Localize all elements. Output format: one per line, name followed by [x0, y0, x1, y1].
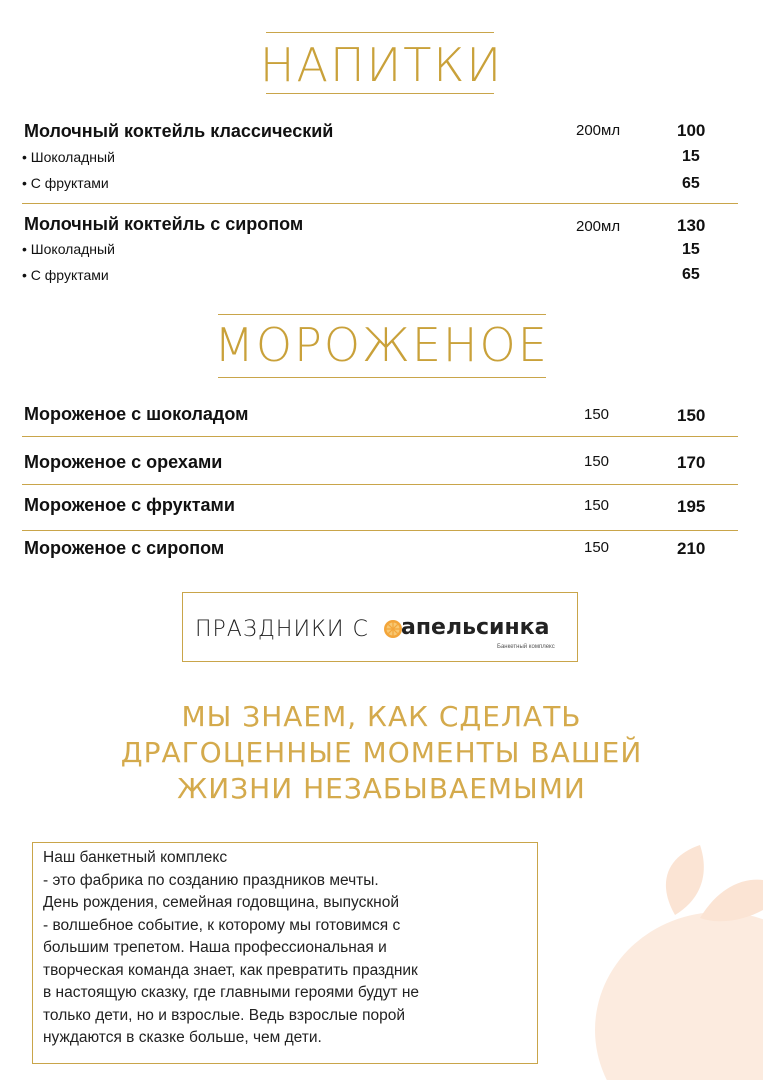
icecream-item-weight: 150: [584, 406, 610, 423]
icecream-item-price: 170: [677, 453, 706, 472]
description-line: в настоящую сказку, где главными героями будут не: [43, 984, 420, 1001]
slogan-line: ЖИЗНИ НЕЗАБЫВАЕМЫМИ: [177, 772, 586, 805]
icecream-item-name: Мороженое с орехами: [24, 452, 223, 472]
drink-option-name: • С фруктами: [22, 267, 109, 283]
description-line: творческая команда знает, как превратить праздник: [43, 961, 418, 979]
icecream-item-weight: 150: [584, 497, 610, 514]
drink-option-price: 65: [682, 266, 700, 283]
description-line: Наш банкетный комплекс: [43, 849, 228, 866]
drink-group-volume: 200мл: [576, 218, 621, 235]
icecream-title-top-rule: [218, 314, 546, 315]
brand-prefix: ПРАЗДНИКИ С: [195, 617, 369, 642]
drink-option-price: 15: [682, 148, 700, 165]
drinks-title-top-rule: [266, 32, 494, 33]
drink-group-volume: 200мл: [576, 122, 621, 139]
description-line: большим трепетом. Наша профессиональная и: [43, 939, 387, 956]
orange-decor-icon: [580, 840, 763, 1080]
icecream-item-name: Мороженое с шоколадом: [24, 404, 249, 424]
drinks-section-title: НАПИТКИ: [259, 38, 504, 92]
icecream-item-weight: 150: [584, 453, 610, 470]
icecream-item-price: 195: [677, 497, 706, 516]
icecream-divider: [22, 436, 738, 437]
drink-option-price: 15: [682, 241, 700, 258]
orange-slice-icon: [383, 619, 403, 639]
icecream-section-title: МОРОЖЕНОЕ: [214, 318, 549, 372]
description-line: День рождения, семейная годовщина, выпускной: [43, 894, 399, 911]
icecream-item-name: Мороженое с сиропом: [24, 538, 225, 558]
icecream-item-price: 150: [677, 406, 706, 425]
description-line: - это фабрика по созданию праздников мечты.: [43, 871, 379, 889]
drink-group-name: Молочный коктейль с сиропом: [24, 214, 304, 234]
brand-logo-box: [182, 592, 578, 662]
icecream-divider: [22, 484, 738, 485]
icecream-item-weight: 150: [584, 539, 610, 556]
icecream-item-name: Мороженое с фруктами: [24, 495, 235, 515]
brand-subtitle: Банкетный комплекс: [497, 644, 555, 650]
drink-option-name: • С фруктами: [22, 175, 109, 191]
brand-name: апельсинка: [401, 615, 550, 640]
icecream-divider: [22, 530, 738, 531]
description-box: [32, 842, 538, 1064]
drink-group-price: 100: [677, 121, 706, 140]
description-line: нуждаются в сказке больше, чем дети.: [43, 1029, 322, 1046]
drink-group-name: Молочный коктейль классический: [24, 121, 334, 141]
description-line: - волшебное событие, к которому мы готовимся с: [43, 916, 401, 934]
icecream-item-price: 210: [677, 539, 706, 558]
drink-group-price: 130: [677, 216, 706, 235]
description-line: только дети, но и взрослые. Ведь взрослые порой: [43, 1006, 405, 1024]
slogan-line: МЫ ЗНАЕМ, КАК СДЕЛАТЬ: [181, 700, 582, 733]
icecream-title-bottom-rule: [218, 377, 546, 378]
drink-option-name: • Шоколадный: [22, 149, 115, 165]
slogan-line: ДРАГОЦЕННЫЕ МОМЕНТЫ ВАШЕЙ: [120, 736, 643, 769]
drink-option-name: • Шоколадный: [22, 241, 115, 257]
drink-group-divider: [22, 203, 738, 204]
drinks-title-bottom-rule: [266, 93, 494, 94]
drink-option-price: 65: [682, 175, 700, 192]
